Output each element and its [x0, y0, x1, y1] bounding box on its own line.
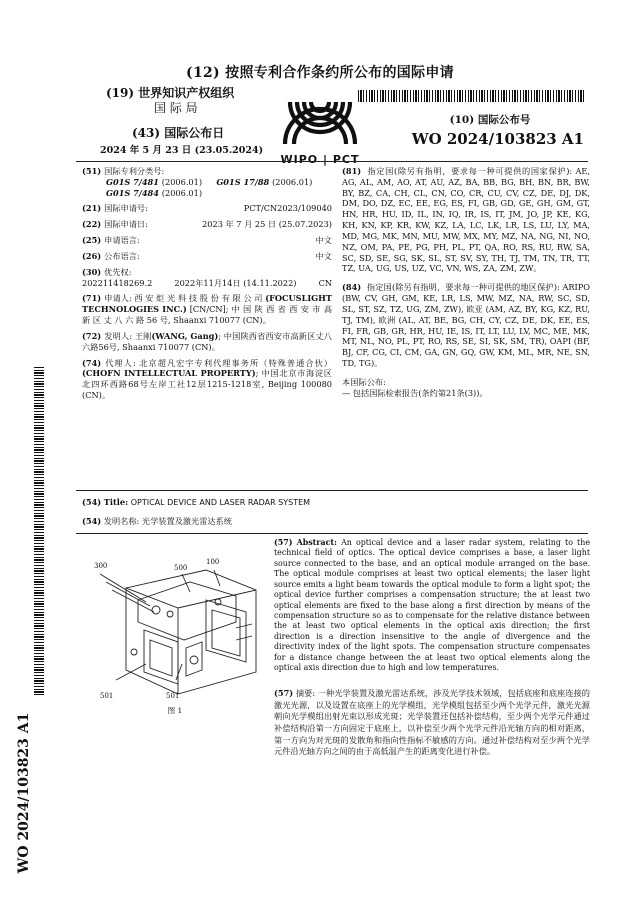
- abstract-chinese: [274, 688, 590, 758]
- application-number-field: [82, 203, 332, 214]
- wipo-logo-text: WIPO | PCT: [280, 152, 360, 166]
- ipc-date: (2006.01): [272, 176, 313, 187]
- bibliographic-left-column: [82, 166, 332, 406]
- app-no-value: PCT/CN2023/109040: [243, 203, 332, 214]
- designated-national-field: [342, 166, 590, 274]
- pub-lang-code: (26): [82, 250, 102, 261]
- ipc-label: 国际专利分类号:: [104, 166, 165, 176]
- header-right: [390, 114, 590, 150]
- ipc-field: [82, 166, 332, 198]
- title-zh-row: [82, 516, 590, 527]
- side-barcode: [34, 365, 44, 695]
- agent-field: [82, 358, 332, 401]
- inventor-code: (72): [82, 330, 102, 341]
- app-no-code: (21): [82, 203, 102, 214]
- filing-lang-code: (25): [82, 235, 102, 246]
- pub-date-label-row: [60, 126, 265, 142]
- pub-lang-value: 中文: [315, 250, 332, 261]
- bibliographic-right-column: [342, 166, 590, 404]
- national-code: (81): [342, 166, 362, 176]
- applicant-name-en: (FOCUSLIGHT TECHNOLOGIES INC.): [82, 293, 332, 315]
- applicant-address: [CN/CN]; 中 国 陕 西 省 西 安 市 高 新 区 丈 八 六 路 56 号, Shaanxi 710077 (CN)。: [82, 304, 333, 326]
- inventor-address: ; 中国陕西省西安市高新区丈八六路56号, Shaanxi 710077 (CN)。: [82, 330, 332, 352]
- figure-label-100: 100: [206, 558, 220, 566]
- agent-name-en: (CHOFN INTELLECTUAL PROPERTY): [82, 368, 256, 379]
- priority-date: 2022年11月14日 (14.11.2022): [174, 277, 297, 288]
- ipc-date: (2006.01): [161, 176, 203, 187]
- side-publication-number: [4, 700, 44, 885]
- document-title: (12) 按照专利合作条约所公布的国际申请: [186, 65, 454, 81]
- ipc-line-1: [82, 177, 332, 188]
- ipc-code: (51): [82, 166, 102, 176]
- priority-field: [82, 267, 332, 289]
- abstract-zh-label: 摘要:: [295, 688, 316, 698]
- applicant-code: (71): [82, 293, 102, 304]
- priority-country: CN: [318, 277, 332, 288]
- priority-code: (30): [82, 266, 102, 277]
- applicant-field: [82, 293, 332, 325]
- agent-address: ; 中国北京市海淀区北四环西路68号左岸工社12层1215-1218室, Beijing 100080 (CN)。: [82, 368, 332, 401]
- app-no-label: 国际申请号:: [104, 203, 148, 214]
- publication-number: WO 2024/103823 A1: [411, 129, 584, 148]
- ipc-class: G01S 7/484: [106, 187, 159, 198]
- abstract-en-label: Abstract:: [296, 538, 337, 547]
- published-with-item: — 包括国际检索报告(条约第21条(3))。: [342, 387, 488, 398]
- agent-code: (74): [82, 357, 102, 368]
- filing-language-field: [82, 235, 332, 246]
- figure-label-500: 500: [174, 564, 188, 572]
- inventor-name-en: (WANG, Gang): [151, 330, 219, 341]
- regional-code: (84): [342, 282, 362, 293]
- published-with-label: 本国际公布:: [342, 376, 386, 387]
- figure-1: [86, 552, 272, 724]
- header-divider: [76, 161, 588, 162]
- organization: [60, 86, 265, 116]
- regional-states: 指定国(除另有指明，要求每一种可提供的地区保护): ARIPO (BW, CV, GH, GM, KE, LR, LS, MW, MZ, NA, RW, SC, SD, SL, ST, SZ, TZ, UG, ZM, ZW), 欧亚 (AM, AZ, BY, KG, KZ, RU, TJ, TM), 欧洲 (AL, AT, BE, BG, CH, CY, CZ, DE, DK, EE, ES, FI, FR, GB, GR, HR, HU, IE, IS, IT, LT, LU, LV, MC, ME, MK, MT, NL, NO, PL, PT, RO, RS, SE, SI, SK, SM, TR), OAPI (BF, BJ, CF, CG, CI, CM, GA, GN, GQ, GW, KM, ML, MR, NE, SN, TD, TG)。: [342, 282, 590, 369]
- priority-label: 优先权:: [104, 266, 132, 277]
- title-divider-top: [76, 490, 588, 491]
- ipc-line-2: [82, 188, 332, 199]
- ipc-class: G01S 17/88: [216, 176, 270, 187]
- publication-language-field: [82, 251, 332, 262]
- inventor-name-zh: 发明人: 王刚: [104, 330, 152, 341]
- national-states: 指定国(除另有指明，要求每一种可提供的国家保护): AE, AG, AL, AM, AO, AT, AU, AZ, BA, BB, BG, BH, BN, BR, BW, BY, BZ, CA, CH, CL, CN, CO, CR, CU, CV, CZ, DE, DJ, DK, DM, DO, DZ, EC, EE, EG, ES, FI, GB, GD, GE, GH, GM, GT, HN, HR, HU, ID, IL, IN, IQ, IR, IS, IT, JM, JO, JP, KE, KG, KH, KN, KP, KR, KW, KZ, LA, LC, LK, LR, LS, LU, LY, MA, MD, MG, MK, MN, MU, MW, MX, MY, MZ, NA, NG, NI, NO, NZ, OM, PA, PE, PG, PH, PL, PT, QA, RO, RS, RU, RW, SA, SC, SD, SE, SG, SK, SL, ST, SV, SY, TH, TJ, TM, TN, TR, TT, TZ, UA, UG, US, UZ, VC, VN, WS, ZA, ZM, ZW。: [342, 166, 590, 274]
- filing-date-label: 国际申请日:: [104, 219, 148, 230]
- ipc-class: G01S 7/481: [106, 176, 159, 187]
- pub-no-code: (10): [449, 114, 475, 126]
- filing-lang-label: 申请语言:: [104, 235, 140, 246]
- org-code: (19): [106, 86, 135, 100]
- wipo-logo: [270, 92, 370, 167]
- abstract-en-text: An optical device and a laser radar system, relating to the technical field of optics. The optical device comprises a base, a laser light source connected to the base, and an optical module arranged on the base. The optical module comprises at least two optical elements; the laser light source emits a light beam towards the optical module to form a light spot; the optical device further comprises a compensation structure; the at least two optical elements are fixed to the base along a first direction by means of the compensation structure so as to compensate for the relative distance between the at least two optical elements in the optical axis direction; the first direction is a direction insensitive to the angle of divergence and the directivity index of the light spots. The compensation structure compensates for a distance change between the at least two optical elements along the optical axis direction due to high and low temperatures.: [274, 538, 590, 673]
- filing-lang-value: 中文: [315, 235, 332, 246]
- filing-date-value: 2023 年 7 月 25 日 (25.07.2023): [202, 219, 332, 230]
- inventor-field: [82, 331, 332, 353]
- figure-caption: 图 1: [167, 706, 183, 715]
- abstract-english: [274, 538, 590, 673]
- title-zh-code: (54): [82, 516, 102, 526]
- priority-app-no: 202211418269.2: [82, 277, 153, 288]
- agent-name-zh: 代理人: 北京超凡宏宇专利代理事务所（特殊普通合伙）: [104, 357, 332, 368]
- abstract-zh-code: (57): [274, 688, 294, 698]
- side-publication-number-text: WO 2024/103823 A1: [15, 712, 32, 873]
- filing-date-field: [82, 219, 332, 230]
- optical-device-drawing: [86, 552, 272, 724]
- title-zh-label: 发明名称:: [103, 516, 140, 526]
- header-left: [60, 86, 265, 157]
- filing-date-code: (22): [82, 219, 102, 230]
- title-zh-value: 光学装置及激光雷达系统: [141, 516, 232, 526]
- figure-label-501-right: 501: [166, 692, 180, 700]
- pub-date-value: 2024 年 5 月 23 日 (23.05.2024): [100, 144, 264, 156]
- pub-no-label-row: [390, 114, 590, 128]
- title-en-row: [82, 497, 590, 509]
- designated-regional-field: [342, 282, 590, 369]
- abstract-en-code: (57): [274, 538, 293, 547]
- pub-date-label: 国际公布日: [164, 126, 225, 140]
- abstract-zh-text: 一种光学装置及激光雷达系统，涉及光学技术领域，包括底座和底座连接的激光光源，以及设置在底座上的光学模组，光学模组包括至少两个光学元件，激光光源朝向光学模组出射光束以形成光斑；光学装置还包括补偿结构，至少两个光学元件通过补偿结构沿第一方向固定于底座上，以补偿至少两个光学元件沿光轴方向的相对距离，第一方向为对光斑的发散角和指向性指标不敏感的方向。通过补偿结构对至少两个光学元件沿光轴方向之间的由于高低温产生的距离变化进行补偿。: [274, 688, 590, 757]
- title-en-label: Title:: [103, 497, 129, 507]
- wipo-emblem-icon: [270, 92, 370, 148]
- published-with-field: [342, 377, 590, 399]
- title-en-code: (54): [82, 497, 102, 507]
- org-sub: 国 际 局: [154, 101, 198, 115]
- title-divider-bottom: [76, 533, 588, 534]
- figure-label-501-left: 501: [100, 692, 114, 700]
- pub-lang-label: 公布语言:: [104, 250, 140, 261]
- priority-row: [82, 278, 332, 289]
- top-barcode: [358, 90, 586, 102]
- ipc-date: (2006.01): [161, 187, 203, 198]
- org-name: 世界知识产权组织: [138, 86, 235, 100]
- title-en-value: OPTICAL DEVICE AND LASER RADAR SYSTEM: [130, 498, 311, 507]
- pub-no-label: 国际公布号: [477, 114, 531, 126]
- pub-date-code: (43): [132, 126, 161, 140]
- applicant-name-zh: 申请人: 西 安 炬 光 科 技 股 份 有 限 公 司: [104, 293, 263, 304]
- figure-label-300: 300: [94, 562, 108, 570]
